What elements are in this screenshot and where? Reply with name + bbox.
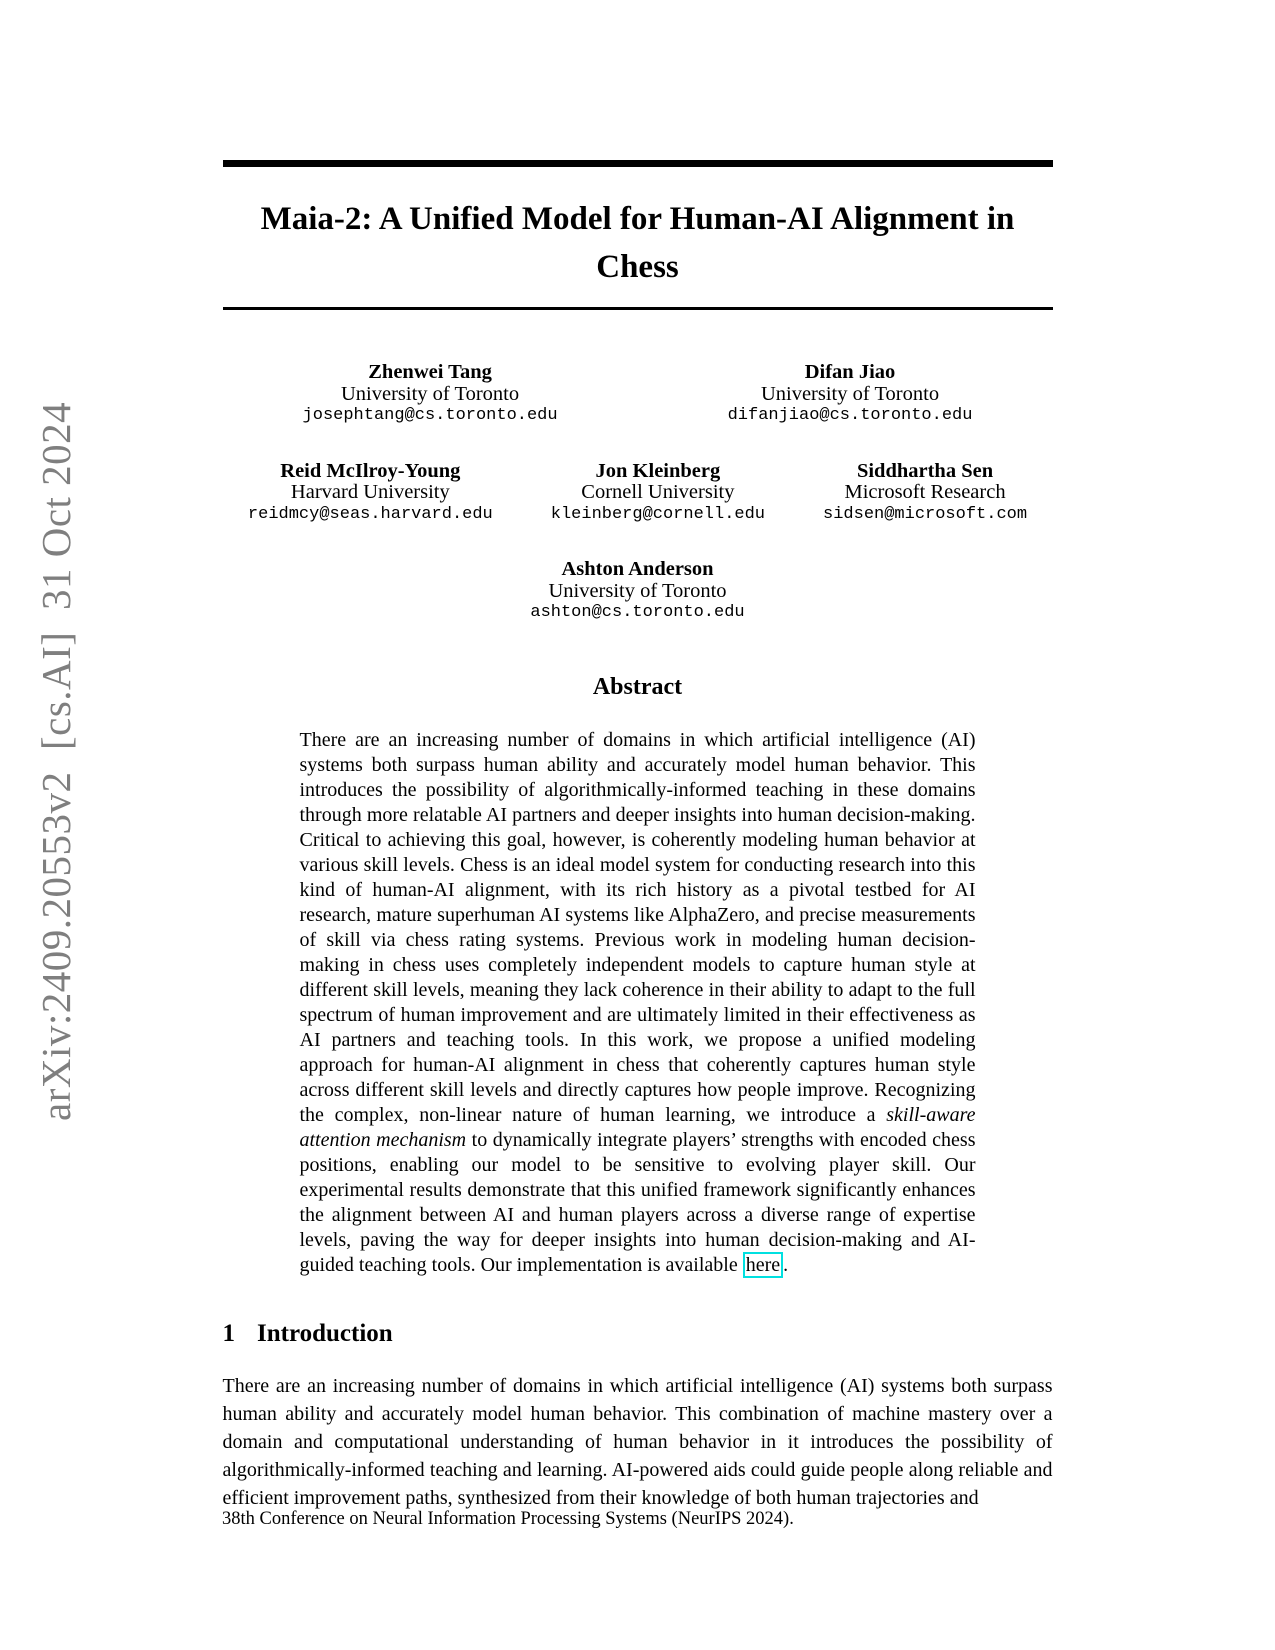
author-section — [223, 362, 1053, 624]
author-affiliation: Cornell University — [581, 481, 735, 503]
author-email: reidmcy@seas.harvard.edu — [247, 504, 493, 524]
author-row-3 — [223, 559, 1053, 624]
abstract-heading: Abstract — [592, 673, 683, 700]
author-affiliation: University of Toronto — [760, 382, 940, 405]
author-affiliation: University of Toronto — [548, 579, 727, 602]
author-block-jon-kleinberg — [551, 461, 765, 526]
implementation-link[interactable]: here — [743, 1252, 783, 1278]
paper-title-line-2: Chess — [596, 249, 679, 285]
abstract-part-3: . — [783, 1253, 789, 1276]
author-affiliation: Harvard University — [290, 481, 450, 503]
introduction-paragraph: There are an increasing number of domains in which artificial intelligence (AI) systems both surpass human ability and accurately model human behavior. This combination of machine mastery over a domain and computational understanding of human behavior in it introduces the possibility of algorithmically-informed teaching and learning. AI-powered aids could guide people along reliable and efficient improvement paths, synthesized from their knowledge of both human trajectories and — [222, 1374, 1053, 1509]
author-name: Reid McIlroy-Young — [280, 459, 461, 482]
section-1-heading — [223, 1320, 1053, 1348]
paper-content — [223, 0, 1053, 1512]
author-row-1 — [223, 362, 1053, 427]
author-email: kleinberg@cornell.edu — [550, 504, 766, 524]
author-name: Siddhartha Sen — [856, 459, 994, 482]
section-number: 1 — [222, 1319, 235, 1347]
author-name: Difan Jiao — [804, 361, 896, 383]
paper-title-line-1: Maia-2: A Unified Model for Human-AI Alignment in — [260, 201, 1015, 237]
author-email: sidsen@microsoft.com — [823, 504, 1028, 524]
title-rule-bottom — [223, 307, 1053, 310]
author-affiliation: University of Toronto — [341, 382, 520, 405]
author-row-2 — [223, 461, 1053, 526]
title-rule-top — [223, 160, 1053, 167]
author-block-zhenwei-tang — [303, 362, 558, 427]
author-email: ashton@cs.toronto.edu — [530, 603, 745, 622]
arxiv-watermark: arXiv:2409.20553v2 [cs.AI] 31 Oct 2024 — [33, 401, 79, 1121]
author-email: josephtang@cs.toronto.edu — [302, 406, 558, 425]
section-title: Introduction — [257, 1319, 393, 1347]
skill-aware-attention-phrase: skill-aware attention mechanism — [299, 1103, 976, 1151]
author-name: Jon Kleinberg — [595, 459, 721, 482]
author-affiliation: Microsoft Research — [844, 481, 1006, 503]
paper-title — [223, 195, 1053, 291]
author-block-difan-jiao — [728, 362, 973, 427]
abstract-text — [300, 728, 976, 1278]
author-block-reid-mcilroy-young — [248, 461, 493, 526]
author-block-ashton-anderson — [530, 559, 744, 624]
author-name: Ashton Anderson — [561, 558, 714, 580]
conference-footer: 38th Conference on Neural Information Processing Systems (NeurIPS 2024). — [222, 1509, 794, 1529]
author-block-siddhartha-sen — [823, 461, 1027, 526]
abstract-part-2: to dynamically integrate players’ strengths with encoded chess positions, enabling our model to be sensitive to evolving player skill. Our experimental results demonstrate that this unified framework significantly enhances the alignment between AI and human players across a diverse range of expertise levels, paving the way for deeper insights into human decision-making and AI-guided teaching tools. Our implementation is available — [299, 1128, 976, 1276]
author-email: difanjiao@cs.toronto.edu — [727, 406, 973, 425]
abstract-part-1: There are an increasing number of domains in which artificial intelligence (AI) systems both surpass human ability and accurately model human behavior. This introduces the possibility of algorithmically-informed teaching in these domains through more relatable AI partners and deeper insights into human decision-making. Critical to achieving this goal, however, is coherently modeling human behavior at various skill levels. Chess is an ideal model system for conducting research into this kind of human-AI alignment, with its rich history as a pivotal testbed for AI research, mature superhuman AI systems like AlphaZero, and precise measurements of skill via chess rating systems. Previous work in modeling human decision-making in chess uses completely independent models to capture human style at different skill levels, meaning they lack coherence in their ability to adapt to the full spectrum of human improvement and are ultimately limited in their effectiveness as AI partners and teaching tools. In this work, we propose a unified modeling approach for human-AI alignment in chess that coherently captures human style across different skill levels and directly captures how people improve. Recognizing the complex, non-linear nature of human learning, we introduce a — [299, 728, 976, 1126]
author-name: Zhenwei Tang — [368, 361, 492, 383]
